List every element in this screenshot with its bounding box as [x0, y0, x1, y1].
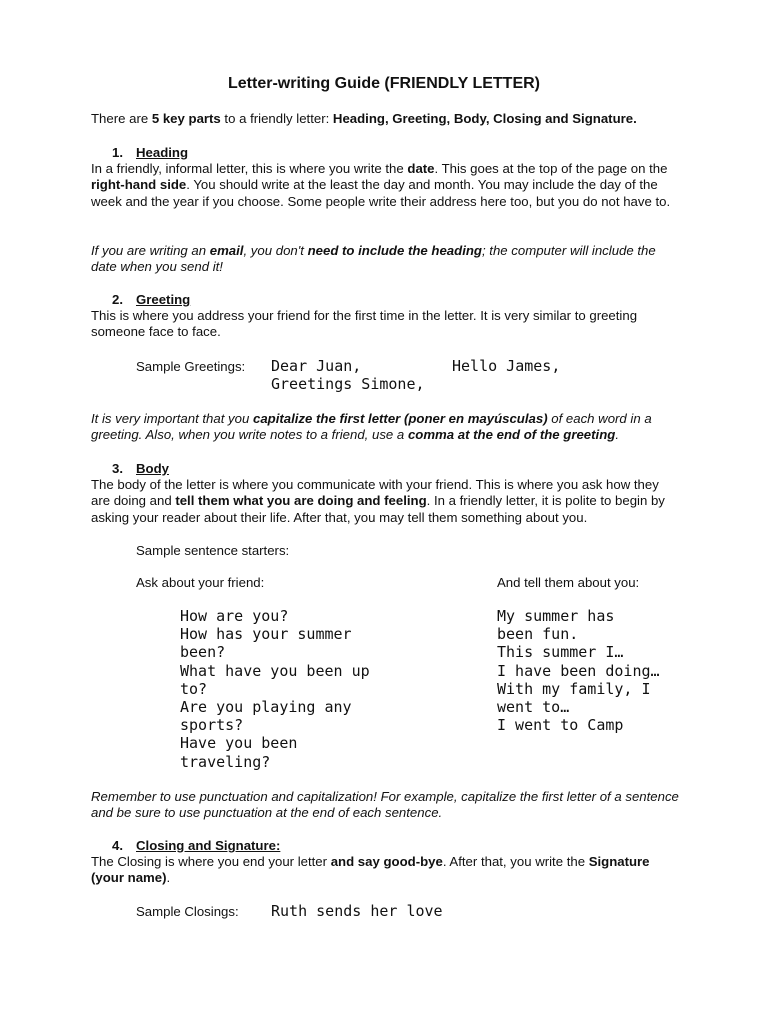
note-text: ; the computer will include the date when you send it! — [91, 243, 656, 275]
section-number: 1. — [112, 145, 123, 160]
intro-bold-parts-list: Heading, Greeting, Body, Closing and Signature. — [332, 111, 637, 126]
section-title: Closing and Signature: — [136, 838, 281, 853]
sample-greeting: Greetings Simone, — [271, 375, 425, 393]
tell-starter-line: My summer has — [497, 607, 615, 625]
sample-closings-label: Sample Closings: — [136, 904, 239, 919]
section-number: 3. — [112, 461, 123, 476]
ask-starter-line: traveling? — [180, 752, 271, 771]
heading-note — [91, 243, 681, 276]
bold-text: date — [407, 161, 435, 176]
greeting-note — [91, 411, 681, 444]
body-note: Remember to use punctuation and capitalization! For example, capitalize the first letter of a sentence and be sure to use punctuation at the end of each sentence. — [91, 789, 679, 821]
greeting-paragraph: This is where you address your friend for the first time in the letter. It is very similar to greeting someone face to face. — [91, 308, 638, 340]
paragraph-text: . In a friendly letter, it is polite to begin by asking your reader about their life. After that, you may tell them something about you. — [91, 493, 665, 525]
section-number: 4. — [112, 838, 123, 853]
tell-starter-line: I have been doing… — [497, 661, 660, 680]
paragraph-text: . You should write at the least the day and month. You may include the day of the week and the year if you choose. Some people write their address here too, but you do not have to. — [91, 177, 671, 209]
bold-text: and say good-bye — [330, 854, 443, 869]
note-bold-text: email — [209, 243, 244, 258]
note-text: If you are writing an — [91, 243, 210, 258]
ask-starter-line: to? — [180, 679, 208, 698]
paragraph-text: . This goes at the top of the page on the — [434, 161, 668, 176]
note-text: of each word in a greeting. Also, when you write notes to a friend, use a — [91, 411, 652, 443]
bold-text: tell them what you are doing and feeling — [175, 493, 427, 509]
sample-closing: Ruth sends her love — [271, 902, 443, 920]
tell-label: And tell them about you: — [497, 575, 640, 590]
paragraph-text: The Closing is where you end your letter — [91, 854, 331, 869]
note-text: , you don't — [243, 243, 308, 258]
paragraph-text: The body of the letter is where you communicate with your friend. This is where you ask how they are doing and — [91, 477, 659, 509]
sample-greeting: Dear Juan, — [271, 357, 362, 375]
tell-starter-line: went to… — [497, 698, 570, 717]
ask-starter-line: What have you been up — [180, 661, 370, 680]
heading-paragraph — [91, 161, 681, 210]
section-heading-4 — [112, 838, 280, 853]
page-title: Letter-writing Guide (FRIENDLY LETTER) — [227, 75, 540, 92]
section-heading-2 — [112, 292, 190, 307]
note-bold-text: capitalize the first letter (poner en mayúsculas) — [252, 411, 548, 426]
ask-starter-line: Are you playing any — [180, 698, 352, 717]
tell-starter-line: This summer I… — [497, 643, 624, 662]
intro-text: to a friendly letter: — [220, 111, 333, 126]
note-text: . — [615, 427, 619, 443]
paragraph-text: In a friendly, informal letter, this is where you write the — [91, 161, 408, 176]
tell-starter-line: been fun. — [497, 625, 579, 644]
ask-starter-line: How are you? — [180, 607, 289, 625]
paragraph-text: . After that, you write the — [442, 854, 589, 869]
section-title: Body — [136, 461, 169, 476]
note-bold-text: comma at the end of the greeting — [407, 427, 616, 443]
note-text: It is very important that you — [91, 411, 253, 426]
ask-starter-line: sports? — [180, 716, 244, 735]
section-title: Heading — [136, 145, 189, 160]
sample-greetings-label: Sample Greetings: — [136, 359, 246, 374]
intro-bold-key-parts: 5 key parts — [151, 111, 221, 126]
sample-greeting: Hello James, — [452, 357, 561, 375]
ask-starters-list — [180, 607, 370, 771]
sentence-starters-label: Sample sentence starters: — [136, 543, 290, 558]
bold-text: right-hand side — [91, 177, 187, 193]
tell-starters-list — [497, 607, 660, 734]
paragraph-text: . — [166, 870, 171, 886]
section-number: 2. — [112, 292, 123, 307]
section-title: Greeting — [136, 292, 191, 307]
section-heading-1 — [112, 145, 188, 160]
body-paragraph — [91, 477, 681, 526]
ask-label: Ask about your friend: — [136, 575, 265, 590]
tell-starter-line: With my family, I — [497, 679, 651, 698]
note-bold-text: need to include the heading — [307, 243, 482, 258]
ask-starter-line: How has your summer — [180, 625, 352, 644]
ask-starter-line: Have you been — [180, 734, 298, 753]
ask-starter-line: been? — [180, 643, 226, 662]
tell-starter-line: I went to Camp — [497, 716, 624, 735]
intro-text: There are — [91, 111, 152, 126]
section-heading-3 — [112, 461, 169, 476]
bold-text: Signature (your name) — [91, 854, 650, 886]
intro-paragraph — [91, 111, 681, 127]
closing-paragraph — [91, 854, 681, 887]
